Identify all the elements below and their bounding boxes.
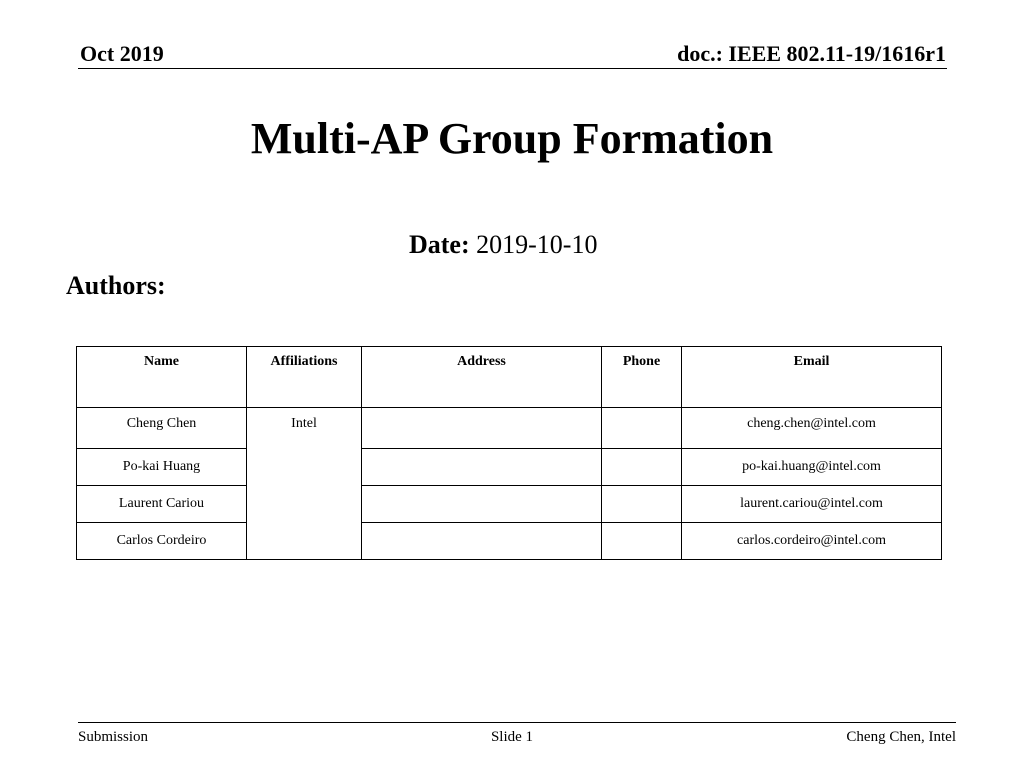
author-address — [362, 449, 602, 486]
header-rule — [78, 68, 947, 69]
table-row — [77, 523, 942, 560]
table-row — [77, 449, 942, 486]
footer-rule — [78, 722, 956, 723]
date-line — [409, 229, 597, 261]
author-email: po-kai.huang@intel.com — [682, 449, 942, 486]
header-date: Oct 2019 — [80, 41, 164, 66]
author-address — [362, 408, 602, 449]
author-name: Cheng Chen — [77, 408, 247, 449]
author-email: cheng.chen@intel.com — [682, 408, 942, 449]
date-value: 2019-10-10 — [476, 230, 598, 259]
authors-label: Authors: — [66, 271, 166, 300]
footer-submission: Submission — [78, 729, 149, 745]
column-header-affiliations: Affiliations — [247, 347, 362, 408]
column-header-email: Email — [682, 347, 942, 408]
table-row — [77, 486, 942, 523]
table-header-row — [77, 347, 942, 408]
author-phone — [602, 408, 682, 449]
column-header-phone: Phone — [602, 347, 682, 408]
column-header-name: Name — [77, 347, 247, 408]
author-email: laurent.cariou@intel.com — [682, 486, 942, 523]
author-address — [362, 486, 602, 523]
footer-slide-number: Slide 1 — [490, 729, 534, 745]
date-label: Date: — [409, 230, 470, 259]
author-name: Po-kai Huang — [77, 449, 247, 486]
author-phone — [602, 486, 682, 523]
slide-title: Multi-AP Group Formation — [250, 114, 774, 163]
author-name: Laurent Cariou — [77, 486, 247, 523]
author-phone — [602, 449, 682, 486]
header-doc-id: doc.: IEEE 802.11-19/1616r1 — [677, 41, 946, 66]
table-row — [77, 408, 942, 449]
footer-author: Cheng Chen, Intel — [846, 729, 956, 745]
author-email: carlos.cordeiro@intel.com — [682, 523, 942, 560]
author-name: Carlos Cordeiro — [77, 523, 247, 560]
column-header-address: Address — [362, 347, 602, 408]
author-affiliation: Intel — [247, 408, 362, 560]
author-address — [362, 523, 602, 560]
author-phone — [602, 523, 682, 560]
authors-table — [76, 346, 942, 560]
